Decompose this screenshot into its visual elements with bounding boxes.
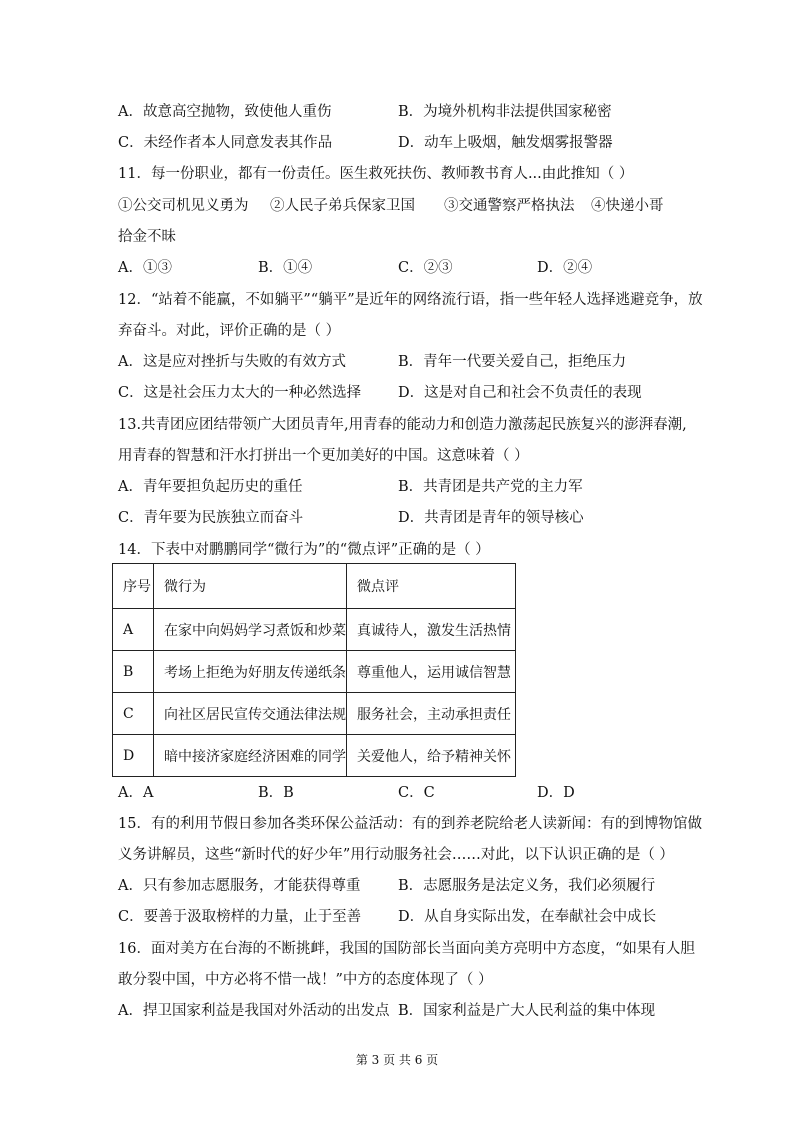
table-header-cell: 微点评: [347, 564, 516, 609]
q11-option-b: B．①④: [258, 260, 313, 276]
q11-option-d: D．②④: [537, 260, 593, 276]
q16-stem-line1: 16．面对美方在台海的不断挑衅，我国的国防部长当面向美方亮明中方态度，“如果有人胆: [118, 941, 695, 957]
q11-option-c: C．②③: [398, 260, 453, 276]
q11-item-1: ①公交司机见义勇为: [118, 198, 249, 214]
table-header-cell: 序号: [113, 564, 154, 609]
q12-option-d: D．这是对自己和社会不负责任的表现: [398, 385, 642, 401]
q15-stem-line2: 义务讲解员，这些“新时代的好少年”用行动服务社会……对此，以下认识正确的是（ ）: [118, 847, 674, 863]
q14-stem: 14．下表中对鹏鹏同学“微行为”的“微点评”正确的是（ ）: [118, 542, 490, 558]
table-row: [113, 651, 516, 693]
q13-stem-line2: 用青春的智慧和汗水打拼出一个更加美好的中国。这意味着（ ）: [118, 448, 529, 464]
table-row: [113, 693, 516, 735]
q11-item-4: ④快递小哥: [591, 198, 664, 214]
q13-stem-line1: 13.共青团应团结带领广大团员青年,用青春的能动力和创造力激荡起民族复兴的澎湃春潮,: [118, 417, 687, 433]
table-cell: 在家中向妈妈学习煮饭和炒菜: [154, 609, 347, 651]
q11-item-2: ②人民子弟兵保家卫国: [270, 198, 415, 214]
table-cell: 真诚待人，激发生活热情: [347, 609, 516, 651]
q11-item-3: ③交通警察严格执法: [444, 198, 575, 214]
q12-stem-line2: 弃奋斗。对此，评价正确的是（ ）: [118, 323, 341, 339]
q16-option-b: B．国家利益是广大人民利益的集中体现: [398, 1003, 656, 1019]
q12-option-a: A．这是应对挫折与失败的有效方式: [118, 354, 346, 370]
q14-option-c: C．C: [398, 785, 435, 801]
table-cell: B: [113, 651, 154, 693]
table-row: [113, 735, 516, 777]
q11-stem: 11．每一份职业，都有一份责任。医生救死扶伤、教师教书育人...由此推知（ ）: [118, 166, 634, 182]
q11-option-a: A．①③: [118, 260, 172, 276]
table-cell: 考场上拒绝为好朋友传递纸条: [154, 651, 347, 693]
q12-stem-line1: 12．“站着不能赢，不如躺平”“躺平”是近年的网络流行语，指一些年轻人选择逃避竞争，放: [118, 292, 703, 308]
table-header-row: [113, 564, 516, 609]
q15-option-b: B．志愿服务是法定义务，我们必须履行: [398, 878, 656, 894]
table-cell: 尊重他人，运用诚信智慧: [347, 651, 516, 693]
q16-stem-line2: 敢分裂中国，中方必将不惜一战！”中方的态度体现了（ ）: [118, 972, 493, 988]
table-cell: 向社区居民宣传交通法律法规: [154, 693, 347, 735]
q13-option-a: A．青年要担负起历史的重任: [118, 479, 303, 495]
q14-table: [112, 563, 516, 777]
table-cell: D: [113, 735, 154, 777]
q15-option-a: A．只有参加志愿服务，才能获得尊重: [118, 878, 361, 894]
q13-option-c: C．青年要为民族独立而奋斗: [118, 510, 304, 526]
q11-item-4-cont: 拾金不昧: [118, 229, 176, 245]
q16-option-a: A．捍卫国家利益是我国对外活动的出发点: [118, 1003, 390, 1019]
q14-option-d: D．D: [537, 785, 575, 801]
q13-option-d: D．共青团是青年的领导核心: [398, 510, 584, 526]
table-header-cell: 微行为: [154, 564, 347, 609]
table-cell: A: [113, 609, 154, 651]
table-cell: 关爱他人，给予精神关怀: [347, 735, 516, 777]
table-cell: 暗中接济家庭经济困难的同学: [154, 735, 347, 777]
q12-option-c: C．这是社会压力太大的一种必然选择: [118, 385, 362, 401]
q10-option-b: B．为境外机构非法提供国家秘密: [398, 104, 612, 120]
table-row: [113, 609, 516, 651]
q10-option-d: D．动车上吸烟，触发烟雾报警器: [398, 135, 613, 151]
q10-option-c: C．未经作者本人同意发表其作品: [118, 135, 333, 151]
q14-option-a: A．A: [118, 785, 154, 801]
q14-option-b: B．B: [258, 785, 294, 801]
q15-stem-line1: 15．有的利用节假日参加各类环保公益活动：有的到养老院给老人读新闻：有的到博物馆做: [118, 816, 702, 832]
q10-option-a: A．故意高空抛物，致使他人重伤: [118, 104, 332, 120]
table-cell: C: [113, 693, 154, 735]
q12-option-b: B．青年一代要关爱自己，拒绝压力: [398, 354, 627, 370]
q15-option-c: C．要善于汲取榜样的力量，止于至善: [118, 909, 362, 925]
q13-option-b: B．共青团是共产党的主力军: [398, 479, 583, 495]
q15-option-d: D．从自身实际出发，在奉献社会中成长: [398, 909, 657, 925]
table-cell: 服务社会，主动承担责任: [347, 693, 516, 735]
page-footer: 第 3 页 共 6 页: [355, 1053, 439, 1067]
